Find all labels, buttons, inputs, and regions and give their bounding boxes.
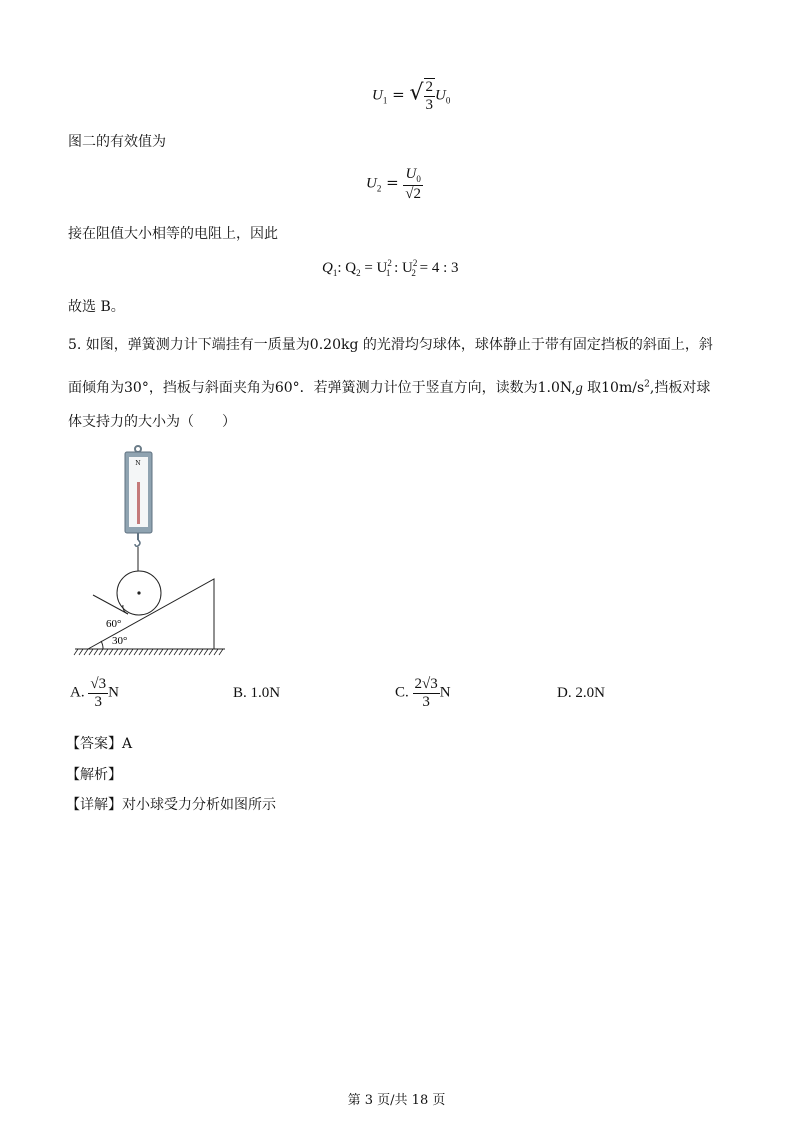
option-d[interactable] [557,685,605,702]
hatch-mark [174,649,178,655]
angle-arc-30 [101,641,103,649]
q-mid: : Q [337,260,357,276]
q5-line2-b: 取10m/s [582,380,645,396]
hatch-mark [204,649,208,655]
q-colon: : U [390,260,413,276]
hatch-mark [139,649,143,655]
eq: = [386,173,399,192]
option-a[interactable] [70,676,119,710]
u0-sub: 0 [445,95,451,106]
text-fig2: 图二的有效值为 [68,134,166,150]
angle-30-label: 30° [112,635,128,647]
hatch-mark [164,649,168,655]
hatch-mark [194,649,198,655]
num-sub: 0 [416,174,421,184]
option-value: 1.0N [250,685,281,701]
q-sub: 1 [385,268,391,278]
num: 2 [425,79,434,95]
g-symbol: g [575,381,583,396]
q-sub: 2 [356,268,361,278]
q-symbol: Q [322,260,333,276]
hatch-mark [169,649,173,655]
q-sub: 2 [411,268,416,278]
option-value: 2.0N [575,685,605,701]
option-b[interactable] [233,685,280,702]
angle-60-label: 60° [106,618,122,630]
hatch-mark [144,649,148,655]
den: 3 [422,693,430,710]
num: U [405,166,417,182]
q5-line2-a: 面倾角为30°，挡板与斜面夹角为60°．若弹簧测力计位于竖直方向，读数为1.0N, [68,380,576,396]
u1-sub: 1 [382,95,388,106]
hatch-mark [74,649,78,655]
hatch-mark [84,649,88,655]
detail: 【详解】对小球受力分析如图所示 [66,797,276,813]
option-label: A. [70,684,85,701]
hatch-mark [109,649,113,655]
den: 3 [94,693,102,710]
hatch-mark [219,649,223,655]
unit: N [108,684,119,701]
u0-symbol: U [435,87,446,104]
den: √2 [405,185,422,202]
ground-hatch [74,649,223,655]
page-footer: 第 3 页/共 18 页 [347,1093,446,1108]
q-pow: 2 [412,258,418,268]
answer: 【答案】A [66,736,133,752]
num: 2√3 [414,676,438,692]
hatch-mark [149,649,153,655]
hatch-mark [209,649,213,655]
eq: = [392,85,405,104]
option-label: B. [233,685,247,701]
q5-line1: 5. 如图，弹簧测力计下端挂有一质量为0.20kg 的光滑均匀球体，球体静止于带有固定挡板的斜面上，斜 [68,337,713,353]
text-choose: 故选 B。 [68,299,125,315]
hatch-mark [119,649,123,655]
q5-line3: 体支持力的大小为（ ） [68,414,236,430]
q5-line2-c: ,挡板对球 [649,380,711,396]
hatch-mark [129,649,133,655]
hatch-mark [79,649,83,655]
hatch-mark [159,649,163,655]
hatch-mark [154,649,158,655]
option-label: C. [395,684,409,701]
hatch-mark [214,649,218,655]
sqrt-icon: √ [409,80,424,106]
hatch-mark [179,649,183,655]
hatch-mark [89,649,93,655]
sup: 2 [644,379,650,390]
option-c[interactable] [395,676,451,710]
ball-center [137,591,140,594]
den: 3 [425,96,434,113]
u1-symbol: U [372,87,383,104]
hatch-mark [124,649,128,655]
hatch-mark [114,649,118,655]
hatch-mark [99,649,103,655]
hatch-mark [199,649,203,655]
hatch-mark [104,649,108,655]
analysis: 【解析】 [66,767,122,783]
option-label: D. [557,685,572,701]
q-sub: 1 [332,268,338,278]
fraction [413,676,440,710]
text-resistor: 接在阻值大小相等的电阻上，因此 [68,226,278,242]
fraction [88,676,108,710]
q-pow: 2 [387,258,392,268]
u2-sub: 2 [376,183,382,194]
u2-symbol: U [366,175,377,192]
unit: N [439,684,451,701]
hatch-mark [94,649,98,655]
hatch-mark [189,649,193,655]
q-eq: = U [360,260,388,276]
q-result: = 4 : 3 [415,260,459,276]
hatch-mark [134,649,138,655]
scale-unit: N [135,460,141,467]
hatch-mark [184,649,188,655]
num: √3 [90,676,107,692]
